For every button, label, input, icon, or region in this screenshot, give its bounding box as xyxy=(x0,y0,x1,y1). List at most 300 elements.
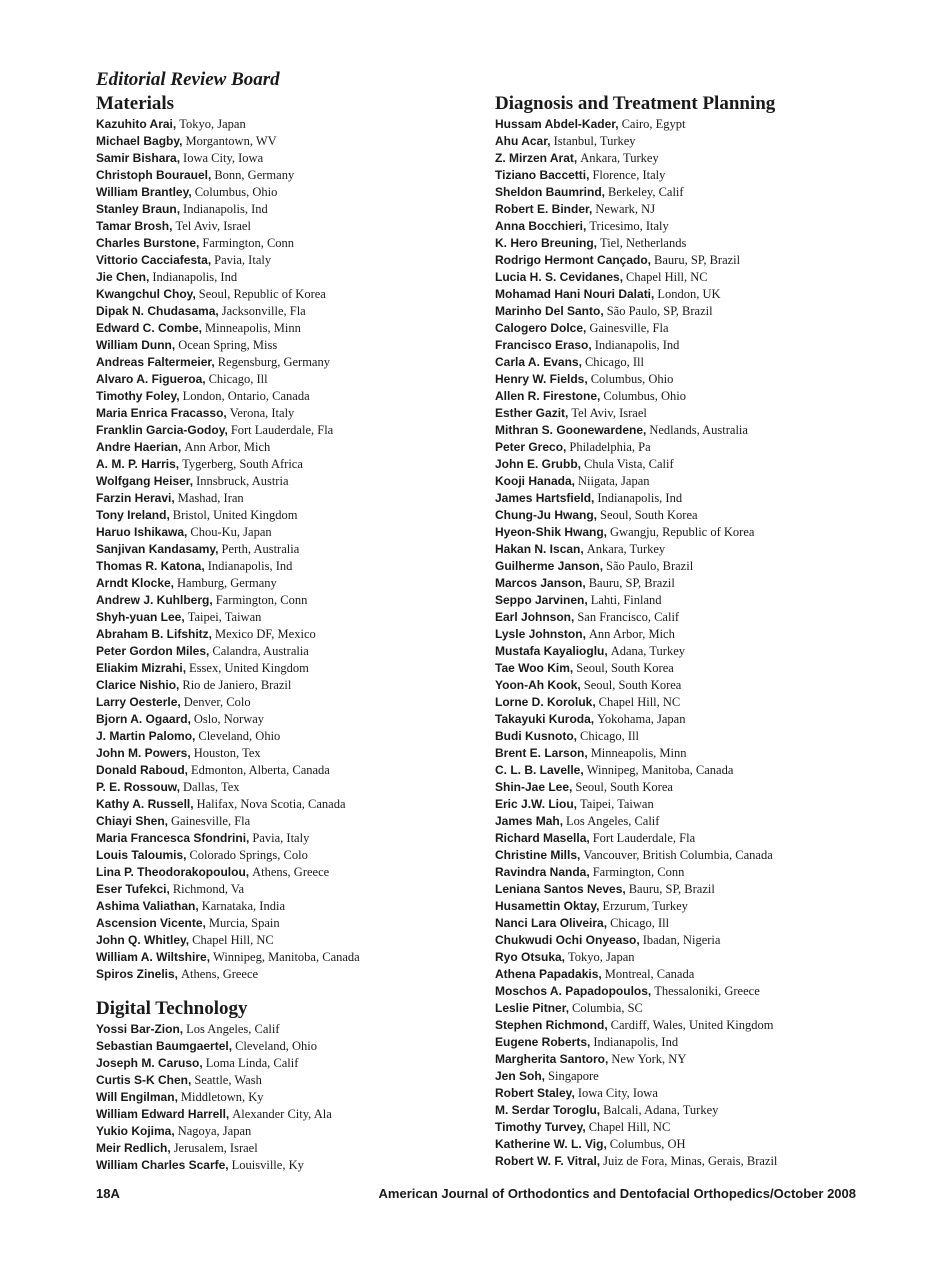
member-name: Brent E. Larson, xyxy=(495,746,588,760)
member-entry xyxy=(495,405,915,422)
member-name: James Hartsfield, xyxy=(495,491,595,505)
member-name: Moschos A. Papadopoulos, xyxy=(495,984,652,998)
member-name: Ahu Acar, xyxy=(495,134,551,148)
member-location: Tokyo, Japan xyxy=(568,950,635,964)
member-location: Farmington, Conn xyxy=(592,865,685,879)
member-name: Haruo Ishikawa, xyxy=(96,525,188,539)
member-name: Mithran S. Goonewardene, xyxy=(495,423,647,437)
member-location: Indianapolis, Ind xyxy=(594,338,680,352)
page-footer xyxy=(96,1186,856,1204)
member-location: Winnipeg, Manitoba, Canada xyxy=(213,950,360,964)
page-number: 18A xyxy=(96,1186,120,1201)
member-name: Mohamad Hani Nouri Dalati, xyxy=(495,287,655,301)
member-name: Maria Francesca Sfondrini, xyxy=(96,831,250,845)
member-entry xyxy=(495,1068,915,1085)
member-location: Morgantown, WV xyxy=(185,134,277,148)
member-name: Ascension Vicente, xyxy=(96,916,206,930)
member-location: Iowa City, Iowa xyxy=(183,151,264,165)
member-name: Marinho Del Santo, xyxy=(495,304,604,318)
member-location: Columbus, OH xyxy=(609,1137,686,1151)
member-entry xyxy=(96,966,476,983)
member-entry xyxy=(495,881,915,898)
member-location: Niigata, Japan xyxy=(578,474,650,488)
member-name: Anna Bocchieri, xyxy=(495,219,587,233)
member-name: Tony Ireland, xyxy=(96,508,170,522)
member-entry xyxy=(495,796,915,813)
member-name: Wolfgang Heiser, xyxy=(96,474,194,488)
member-entry xyxy=(96,813,476,830)
member-entry xyxy=(96,1072,476,1089)
member-entry xyxy=(495,269,915,286)
member-entry xyxy=(96,422,476,439)
member-entry xyxy=(96,830,476,847)
member-location: Columbia, SC xyxy=(572,1001,643,1015)
member-entry xyxy=(96,456,476,473)
member-entry xyxy=(495,694,915,711)
member-entry xyxy=(96,116,476,133)
member-entry xyxy=(495,983,915,1000)
member-name: Charles Burstone, xyxy=(96,236,200,250)
member-name: Eliakim Mizrahi, xyxy=(96,661,187,675)
member-location: Indianapolis, Ind xyxy=(207,559,293,573)
member-location: Adana, Turkey xyxy=(610,644,685,658)
member-name: Lucia H. S. Cevidanes, xyxy=(495,270,624,284)
member-location: Winnipeg, Manitoba, Canada xyxy=(586,763,734,777)
page-title: Editorial Review Board xyxy=(96,69,280,90)
member-entry xyxy=(495,949,915,966)
member-entry xyxy=(495,184,915,201)
member-name: William Edward Harrell, xyxy=(96,1107,230,1121)
member-location: Nedlands, Australia xyxy=(649,423,748,437)
left-column xyxy=(96,92,476,1174)
member-name: Ravindra Nanda, xyxy=(495,865,590,879)
member-entry xyxy=(96,1038,476,1055)
member-entry xyxy=(495,711,915,728)
member-name: Earl Johnson, xyxy=(495,610,575,624)
member-entry xyxy=(495,439,915,456)
member-location: Dallas, Tex xyxy=(183,780,240,794)
member-location: Columbus, Ohio xyxy=(194,185,278,199)
member-name: Yukio Kojima, xyxy=(96,1124,175,1138)
member-entry xyxy=(495,1034,915,1051)
member-name: Henry W. Fields, xyxy=(495,372,588,386)
member-location: Montreal, Canada xyxy=(604,967,695,981)
member-name: Kathy A. Russell, xyxy=(96,797,194,811)
member-name: Vittorio Cacciafesta, xyxy=(96,253,212,267)
member-entry xyxy=(495,1136,915,1153)
member-location: Taipei, Taiwan xyxy=(187,610,262,624)
member-name: Jen Soh, xyxy=(495,1069,546,1083)
member-name: Franklin Garcia-Godoy, xyxy=(96,423,228,437)
member-location: London, UK xyxy=(657,287,721,301)
member-name: Arndt Klocke, xyxy=(96,576,175,590)
member-location: Istanbul, Turkey xyxy=(553,134,636,148)
member-name: Joseph M. Caruso, xyxy=(96,1056,203,1070)
member-name: Chiayi Shen, xyxy=(96,814,169,828)
member-location: Indianapolis, Ind xyxy=(152,270,238,284)
member-name: Andreas Faltermeier, xyxy=(96,355,215,369)
member-name: Tae Woo Kim, xyxy=(495,661,574,675)
member-location: Taipei, Taiwan xyxy=(580,797,654,811)
member-location: Florence, Italy xyxy=(592,168,666,182)
member-location: Colorado Springs, Colo xyxy=(189,848,308,862)
member-name: Abraham B. Lifshitz, xyxy=(96,627,213,641)
member-location: Chou-Ku, Japan xyxy=(190,525,272,539)
member-entry xyxy=(96,133,476,150)
member-name: Yoon-Ah Kook, xyxy=(495,678,581,692)
member-location: Tricesimo, Italy xyxy=(589,219,669,233)
member-entry xyxy=(96,915,476,932)
member-name: Robert E. Binder, xyxy=(495,202,593,216)
member-name: Edward C. Combe, xyxy=(96,321,203,335)
member-location: Bauru, SP, Brazil xyxy=(654,253,741,267)
member-name: Hussam Abdel-Kader, xyxy=(495,117,619,131)
member-entry xyxy=(96,473,476,490)
member-entry xyxy=(96,1123,476,1140)
member-entry xyxy=(495,575,915,592)
member-name: Ryo Otsuka, xyxy=(495,950,566,964)
member-location: Rio de Janiero, Brazil xyxy=(182,678,292,692)
member-name: William Brantley, xyxy=(96,185,192,199)
member-entry xyxy=(96,541,476,558)
member-entry xyxy=(96,490,476,507)
member-entry xyxy=(96,898,476,915)
member-entry xyxy=(495,1085,915,1102)
member-location: Ann Arbor, Mich xyxy=(588,627,675,641)
member-name: Larry Oesterle, xyxy=(96,695,181,709)
member-name: John Q. Whitley, xyxy=(96,933,190,947)
member-location: Seoul, South Korea xyxy=(583,678,682,692)
member-name: Sebastian Baumgaertel, xyxy=(96,1039,233,1053)
member-name: Sheldon Baumrind, xyxy=(495,185,606,199)
member-entry xyxy=(96,881,476,898)
member-name: Esther Gazit, xyxy=(495,406,569,420)
member-location: Bauru, SP, Brazil xyxy=(588,576,675,590)
member-entry xyxy=(495,745,915,762)
member-entry xyxy=(495,592,915,609)
member-location: São Paulo, SP, Brazil xyxy=(606,304,713,318)
member-name: Lina P. Theodorakopoulou, xyxy=(96,865,250,879)
member-entry xyxy=(495,1017,915,1034)
member-name: Carla A. Evans, xyxy=(495,355,582,369)
member-name: Katherine W. L. Vig, xyxy=(495,1137,607,1151)
member-entry xyxy=(495,235,915,252)
member-entry xyxy=(96,269,476,286)
member-location: Calandra, Australia xyxy=(212,644,309,658)
member-location: Richmond, Va xyxy=(172,882,245,896)
member-entry xyxy=(96,643,476,660)
member-entry xyxy=(495,218,915,235)
member-location: Bristol, United Kingdom xyxy=(172,508,298,522)
member-location: Gainesville, Fla xyxy=(589,321,669,335)
member-location: Fort Lauderdale, Fla xyxy=(230,423,334,437)
member-entry xyxy=(495,932,915,949)
member-entry xyxy=(96,575,476,592)
member-entry xyxy=(495,558,915,575)
member-entry xyxy=(495,966,915,983)
member-name: Tamar Brosh, xyxy=(96,219,173,233)
member-name: Samir Bishara, xyxy=(96,151,181,165)
member-name: Alvaro A. Figueroa, xyxy=(96,372,206,386)
member-name: Eugene Roberts, xyxy=(495,1035,591,1049)
member-entry xyxy=(96,167,476,184)
member-name: Andrew J. Kuhlberg, xyxy=(96,593,213,607)
member-entry xyxy=(495,1051,915,1068)
member-location: Gainesville, Fla xyxy=(171,814,251,828)
member-name: Andre Haerian, xyxy=(96,440,182,454)
member-entry xyxy=(495,303,915,320)
member-name: Robert W. F. Vitral, xyxy=(495,1154,601,1168)
member-name: Peter Gordon Miles, xyxy=(96,644,210,658)
member-name: Allen R. Firestone, xyxy=(495,389,601,403)
member-name: Budi Kusnoto, xyxy=(495,729,577,743)
member-location: Yokohama, Japan xyxy=(597,712,686,726)
member-name: Meir Redlich, xyxy=(96,1141,171,1155)
member-location: Alexander City, Ala xyxy=(232,1107,332,1121)
member-location: Essex, United Kingdom xyxy=(189,661,309,675)
member-name: Thomas R. Katona, xyxy=(96,559,205,573)
section-heading-materials: Materials xyxy=(96,93,175,114)
member-name: C. L. B. Lavelle, xyxy=(495,763,584,777)
member-name: Stephen Richmond, xyxy=(495,1018,608,1032)
member-name: Farzin Heravi, xyxy=(96,491,175,505)
member-entry xyxy=(96,354,476,371)
member-entry xyxy=(495,677,915,694)
member-location: Gwangju, Republic of Korea xyxy=(610,525,755,539)
member-location: Chicago, Ill xyxy=(610,916,670,930)
member-entry xyxy=(96,150,476,167)
member-entry xyxy=(96,1055,476,1072)
member-name: Peter Greco, xyxy=(495,440,567,454)
member-name: P. E. Rossouw, xyxy=(96,780,181,794)
member-location: Los Angeles, Calif xyxy=(186,1022,280,1036)
member-entry xyxy=(495,354,915,371)
member-entry xyxy=(495,473,915,490)
member-entry xyxy=(96,949,476,966)
member-entry xyxy=(495,728,915,745)
member-entry xyxy=(96,626,476,643)
member-location: Pavia, Italy xyxy=(214,253,272,267)
member-name: Christine Mills, xyxy=(495,848,581,862)
member-entry xyxy=(495,915,915,932)
member-location: Ibadan, Nigeria xyxy=(642,933,721,947)
member-entry xyxy=(96,201,476,218)
member-entry xyxy=(96,371,476,388)
member-name: Kwangchul Choy, xyxy=(96,287,196,301)
member-location: Jacksonville, Fla xyxy=(221,304,306,318)
member-name: Seppo Jarvinen, xyxy=(495,593,588,607)
member-location: Pavia, Italy xyxy=(252,831,310,845)
member-location: São Paulo, Brazil xyxy=(606,559,694,573)
member-location: Seoul, Republic of Korea xyxy=(198,287,326,301)
member-entry xyxy=(96,847,476,864)
member-location: Farmington, Conn xyxy=(202,236,295,250)
member-entry xyxy=(495,320,915,337)
member-location: Hamburg, Germany xyxy=(177,576,277,590)
member-name: K. Hero Breuning, xyxy=(495,236,598,250)
member-entry xyxy=(495,864,915,881)
member-name: Louis Taloumis, xyxy=(96,848,187,862)
member-entry xyxy=(96,1089,476,1106)
member-location: Seoul, South Korea xyxy=(600,508,698,522)
member-location: Edmonton, Alberta, Canada xyxy=(191,763,330,777)
member-location: Mashad, Iran xyxy=(177,491,244,505)
member-entry xyxy=(96,694,476,711)
member-entry xyxy=(495,286,915,303)
member-entry xyxy=(96,609,476,626)
member-name: Margherita Santoro, xyxy=(495,1052,609,1066)
member-location: London, Ontario, Canada xyxy=(182,389,310,403)
member-location: Minneapolis, Minn xyxy=(205,321,301,335)
member-name: Lysle Johnston, xyxy=(495,627,586,641)
member-name: Timothy Turvey, xyxy=(495,1120,586,1134)
member-name: Lorne D. Koroluk, xyxy=(495,695,596,709)
member-entry xyxy=(495,813,915,830)
member-name: William A. Wiltshire, xyxy=(96,950,211,964)
member-location: Chicago, Ill xyxy=(584,355,644,369)
member-entry xyxy=(96,745,476,762)
member-entry xyxy=(96,592,476,609)
member-name: John E. Grubb, xyxy=(495,457,581,471)
member-name: Rodrigo Hermont Cançado, xyxy=(495,253,652,267)
member-entry xyxy=(495,898,915,915)
member-location: Columbus, Ohio xyxy=(603,389,687,403)
member-location: Chula Vista, Calif xyxy=(584,457,674,471)
materials-list xyxy=(96,116,476,983)
member-name: Curtis S-K Chen, xyxy=(96,1073,192,1087)
member-name: Leslie Pitner, xyxy=(495,1001,570,1015)
member-location: Louisville, Ky xyxy=(231,1158,304,1172)
member-name: Mustafa Kayalioglu, xyxy=(495,644,608,658)
member-entry xyxy=(495,201,915,218)
member-location: New York, NY xyxy=(611,1052,687,1066)
journal-citation: American Journal of Orthodontics and Dentofacial Orthopedics/October 2008 xyxy=(378,1186,856,1201)
member-name: Shyh-yuan Lee, xyxy=(96,610,185,624)
member-entry xyxy=(96,524,476,541)
member-name: Maria Enrica Fracasso, xyxy=(96,406,227,420)
member-entry xyxy=(495,779,915,796)
member-name: Leniana Santos Neves, xyxy=(495,882,626,896)
member-location: Indianapolis, Ind xyxy=(597,491,683,505)
section-heading-diagnosis: Diagnosis and Treatment Planning xyxy=(495,93,776,114)
member-location: Chapel Hill, NC xyxy=(626,270,708,284)
member-location: Chapel Hill, NC xyxy=(598,695,681,709)
member-entry xyxy=(96,779,476,796)
member-name: Hakan N. Iscan, xyxy=(495,542,584,556)
member-entry xyxy=(495,847,915,864)
member-name: Richard Masella, xyxy=(495,831,590,845)
member-name: Donald Raboud, xyxy=(96,763,188,777)
member-location: Ann Arbor, Mich xyxy=(184,440,271,454)
member-entry xyxy=(96,507,476,524)
member-location: Farmington, Conn xyxy=(215,593,308,607)
member-name: Tiziano Baccetti, xyxy=(495,168,590,182)
member-location: Ankara, Turkey xyxy=(586,542,666,556)
right-column xyxy=(495,92,915,1170)
member-location: Oslo, Norway xyxy=(193,712,265,726)
member-location: Iowa City, Iowa xyxy=(577,1086,658,1100)
member-name: Timothy Foley, xyxy=(96,389,180,403)
member-location: Chapel Hill, NC xyxy=(588,1120,671,1134)
member-entry xyxy=(495,422,915,439)
member-entry xyxy=(96,677,476,694)
member-name: Yossi Bar-Zion, xyxy=(96,1022,184,1036)
member-name: Kooji Hanada, xyxy=(495,474,576,488)
member-location: Vancouver, British Columbia, Canada xyxy=(583,848,773,862)
member-entry xyxy=(495,490,915,507)
member-entry xyxy=(96,388,476,405)
member-location: Los Angeles, Calif xyxy=(566,814,660,828)
member-name: Husamettin Oktay, xyxy=(495,899,600,913)
member-location: Seoul, South Korea xyxy=(575,780,673,794)
member-name: Bjorn A. Ogaard, xyxy=(96,712,191,726)
member-location: Cardiff, Wales, United Kingdom xyxy=(610,1018,774,1032)
member-entry xyxy=(495,524,915,541)
member-name: William Charles Scarfe, xyxy=(96,1158,229,1172)
member-name: Takayuki Kuroda, xyxy=(495,712,595,726)
member-entry xyxy=(495,541,915,558)
member-location: Newark, NJ xyxy=(595,202,656,216)
member-entry xyxy=(495,507,915,524)
member-location: Regensburg, Germany xyxy=(217,355,330,369)
member-location: Seoul, South Korea xyxy=(576,661,674,675)
member-entry xyxy=(96,337,476,354)
member-entry xyxy=(96,728,476,745)
member-name: Will Engilman, xyxy=(96,1090,178,1104)
member-entry xyxy=(495,643,915,660)
member-name: Ashima Valiathan, xyxy=(96,899,199,913)
member-location: Thessaloniki, Greece xyxy=(654,984,760,998)
member-location: Juiz de Fora, Minas, Gerais, Brazil xyxy=(603,1154,778,1168)
member-name: Eser Tufekci, xyxy=(96,882,170,896)
member-entry xyxy=(495,252,915,269)
member-entry xyxy=(495,762,915,779)
member-name: Nanci Lara Oliveira, xyxy=(495,916,608,930)
member-entry xyxy=(495,1000,915,1017)
member-entry xyxy=(495,337,915,354)
member-location: Philadelphia, Pa xyxy=(569,440,651,454)
member-entry xyxy=(495,167,915,184)
member-location: Indianapolis, Ind xyxy=(593,1035,679,1049)
member-name: Shin-Jae Lee, xyxy=(495,780,573,794)
member-location: San Francisco, Calif xyxy=(577,610,680,624)
member-location: Indianapolis, Ind xyxy=(183,202,268,216)
member-location: Denver, Colo xyxy=(183,695,251,709)
member-name: James Mah, xyxy=(495,814,564,828)
member-location: Chapel Hill, NC xyxy=(192,933,274,947)
member-location: Minneapolis, Minn xyxy=(590,746,687,760)
member-location: Cleveland, Ohio xyxy=(235,1039,317,1053)
member-location: Mexico DF, Mexico xyxy=(215,627,316,641)
member-entry xyxy=(495,1119,915,1136)
member-entry xyxy=(495,626,915,643)
member-entry xyxy=(96,303,476,320)
member-name: Sanjivan Kandasamy, xyxy=(96,542,219,556)
member-name: Z. Mirzen Arat, xyxy=(495,151,578,165)
member-entry xyxy=(495,133,915,150)
member-location: Cairo, Egypt xyxy=(621,117,686,131)
member-entry xyxy=(495,388,915,405)
member-name: Marcos Janson, xyxy=(495,576,586,590)
member-location: Verona, Italy xyxy=(229,406,295,420)
member-name: Clarice Nishio, xyxy=(96,678,180,692)
member-name: Michael Bagby, xyxy=(96,134,183,148)
member-entry xyxy=(96,660,476,677)
member-entry xyxy=(96,439,476,456)
member-entry xyxy=(96,1140,476,1157)
member-location: Singapore xyxy=(548,1069,599,1083)
member-name: Chung-Ju Hwang, xyxy=(495,508,597,522)
